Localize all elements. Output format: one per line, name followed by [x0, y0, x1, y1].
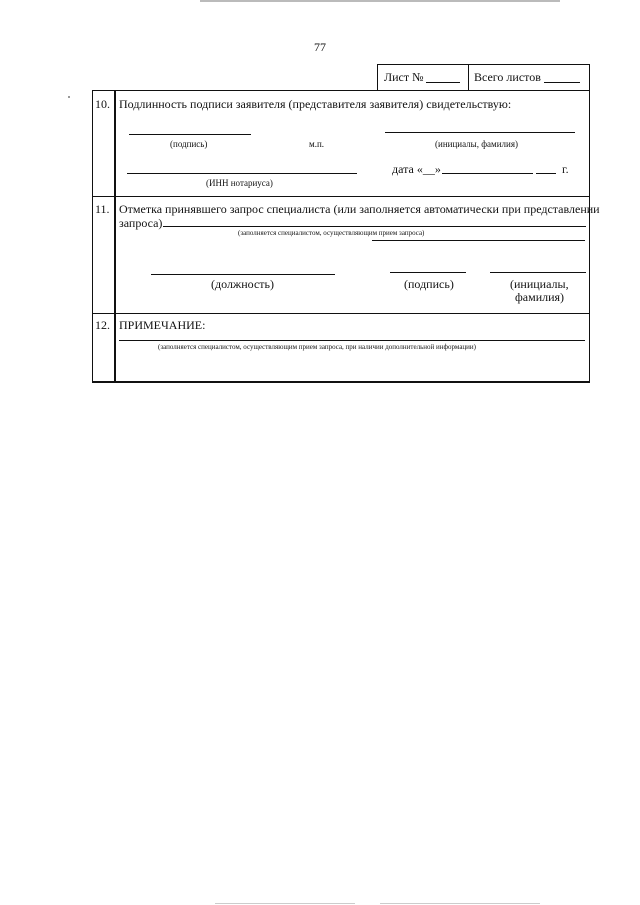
date-year-field[interactable]	[536, 173, 556, 174]
section-11-fill-note: (заполняется специалистом, осуществляющим прием запроса)	[238, 229, 425, 237]
header-box-left	[377, 64, 378, 90]
number-column-divider	[114, 90, 116, 382]
date-month-field[interactable]	[442, 173, 533, 174]
notary-signature-line[interactable]	[129, 134, 251, 135]
header-box-divider	[468, 64, 469, 90]
specialist-initials-caption-2: фамилия)	[515, 290, 565, 304]
sheet-number-label: Лист №	[384, 70, 424, 84]
section-11-number: 11.	[95, 202, 110, 216]
table-left-border	[92, 90, 93, 382]
specialist-initials-caption-1: (инициалы,	[510, 277, 569, 291]
section-11-title-line2: запроса)	[119, 216, 163, 230]
sheet-number-field[interactable]	[426, 82, 460, 83]
notary-initials-line[interactable]	[385, 132, 575, 133]
table-right-border	[589, 90, 590, 382]
scan-speck	[68, 96, 70, 98]
section-10-title: Подлинность подписи заявителя (представителя заявителя) свидетельствую:	[119, 97, 512, 111]
total-sheets-label: Всего листов	[474, 70, 541, 84]
specialist-signature-line[interactable]	[390, 272, 466, 273]
row-divider-11-12	[92, 313, 590, 314]
section-10-number: 10.	[95, 97, 110, 111]
page-number: 77	[314, 40, 326, 54]
specialist-signature-caption: (подпись)	[404, 277, 454, 291]
notary-inn-caption: (ИНН нотариуса)	[206, 178, 273, 188]
date-label: дата «__»	[392, 162, 441, 176]
section-12-title: ПРИМЕЧАНИЕ:	[119, 318, 206, 332]
notary-initials-caption: (инициалы, фамилия)	[435, 139, 518, 149]
section-12-number: 12.	[95, 318, 110, 332]
acceptance-mark-line[interactable]	[163, 226, 586, 227]
page-top-edge	[200, 0, 560, 2]
notary-inn-line[interactable]	[127, 173, 357, 174]
page-bottom-edge	[215, 903, 355, 904]
section-12-fill-note: (заполняется специалистом, осуществляющим прием запроса, при наличии дополнительной информации)	[158, 343, 476, 351]
row-divider-10-11	[92, 196, 590, 197]
notary-signature-caption: (подпись)	[170, 139, 208, 149]
page-bottom-edge	[380, 903, 540, 904]
header-box-right	[589, 64, 590, 90]
note-line[interactable]	[119, 340, 585, 341]
specialist-position-caption: (должность)	[211, 277, 274, 291]
total-sheets-field[interactable]	[544, 82, 580, 83]
specialist-position-line[interactable]	[151, 274, 335, 275]
acceptance-mark-line-2[interactable]	[372, 240, 585, 241]
table-top-border	[92, 90, 590, 91]
table-bottom-border	[92, 381, 590, 383]
year-suffix: г.	[562, 162, 569, 176]
stamp-label: м.п.	[309, 139, 325, 149]
section-11-title-line1: Отметка принявшего запрос специалиста (или заполняется автоматически при представлении	[119, 202, 600, 216]
specialist-initials-line[interactable]	[490, 272, 586, 273]
header-box-top	[377, 64, 590, 65]
